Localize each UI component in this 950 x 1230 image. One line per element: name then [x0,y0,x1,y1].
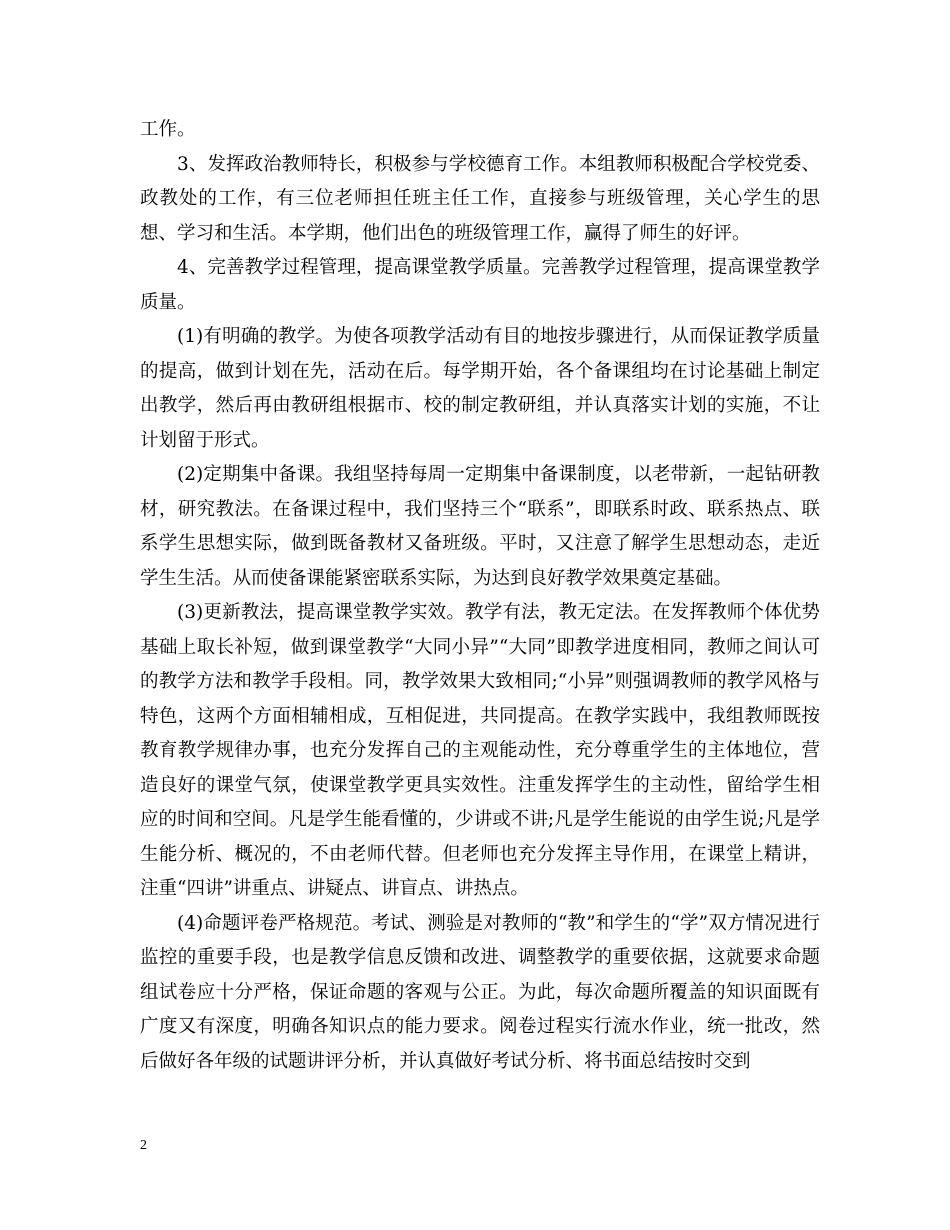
page-number: 2 [140,1138,147,1153]
paragraph-teaching-management: 4、完善教学过程管理，提高课堂教学质量。完善教学过程管理，提高课堂教学质量。 [140,257,820,313]
paragraph-exam-grading: (4)命题评卷严格规范。考试、测验是对教师的“教”和学生的“学”双方情况进行监控的重要手段，也是教学信息反馈和改进、调整教学的重要依据，这就要求命题组试卷应十分严格，保证命题的客观与公正。为此，每次命题所覆盖的知识面既有广度又有深度，明确各知识点的能力要求。阅卷过程实行流水作业，统一批改，然后做好各年级的试题讲评分析，并认真做好考试分析、将书面总结按时交到 [140,912,820,1072]
paragraph-teaching-methods: (3)更新教法，提高课堂教学实效。教学有法，教无定法。在发挥教师个体优势基础上取长补短，做到课堂教学“大同小异”“大同”即教学进度相同，教师之间认可的教学方法和教学手段相。同，教学效果大致相同;“小异”则强调教师的教学风格与特色，这两个方面相辅相成，互相促进，共同提高。在教学实践中，我组教师既按教育教学规律办事，也充分发挥自己的主观能动性，充分尊重学生的主体地位，营造良好的课堂气氛，使课堂教学更具实效性。注重发挥学生的主动性，留给学生相应的时间和空间。凡是学生能看懂的，少讲或不讲;凡是学生能说的由学生说;凡是学生能分析、概况的，不由老师代替。但老师也充分发挥主导作用，在课堂上精讲，注重“四讲”讲重点、讲疑点、讲盲点、讲热点。 [140,602,820,899]
paragraph-teaching-plan: (1)有明确的教学。为使各项教学活动有目的地按步骤进行，从而保证教学质量的提高，做到计划在先，活动在后。每学期开始，各个备课组均在讨论基础上制定出教学，然后再由教研组根据市、校的制定教研组，并认真落实计划的实施，不让计划留于形式。 [140,326,820,451]
document-page [140,113,820,1079]
paragraph-continuation: 工作。 [140,119,196,140]
paragraph-moral-education: 3、发挥政治教师特长，积极参与学校德育工作。本组教师积极配合学校党委、政教处的工作，有三位老师担任班主任工作，直接参与班级管理，关心学生的思想、学习和生活。本学期，他们出色的班级管理工作，赢得了师生的好评。 [140,153,820,244]
paragraph-lesson-preparation: (2)定期集中备课。我组坚持每周一定期集中备课制度，以老带新，一起钻研教材，研究教法。在备课过程中，我们坚持三个“联系”，即联系时政、联系热点、联系学生思想实际，做到既备教材又备班级。平时，又注意了解学生思想动态，走近学生生活。从而使备课能紧密联系实际，为达到良好教学效果奠定基础。 [140,464,820,589]
